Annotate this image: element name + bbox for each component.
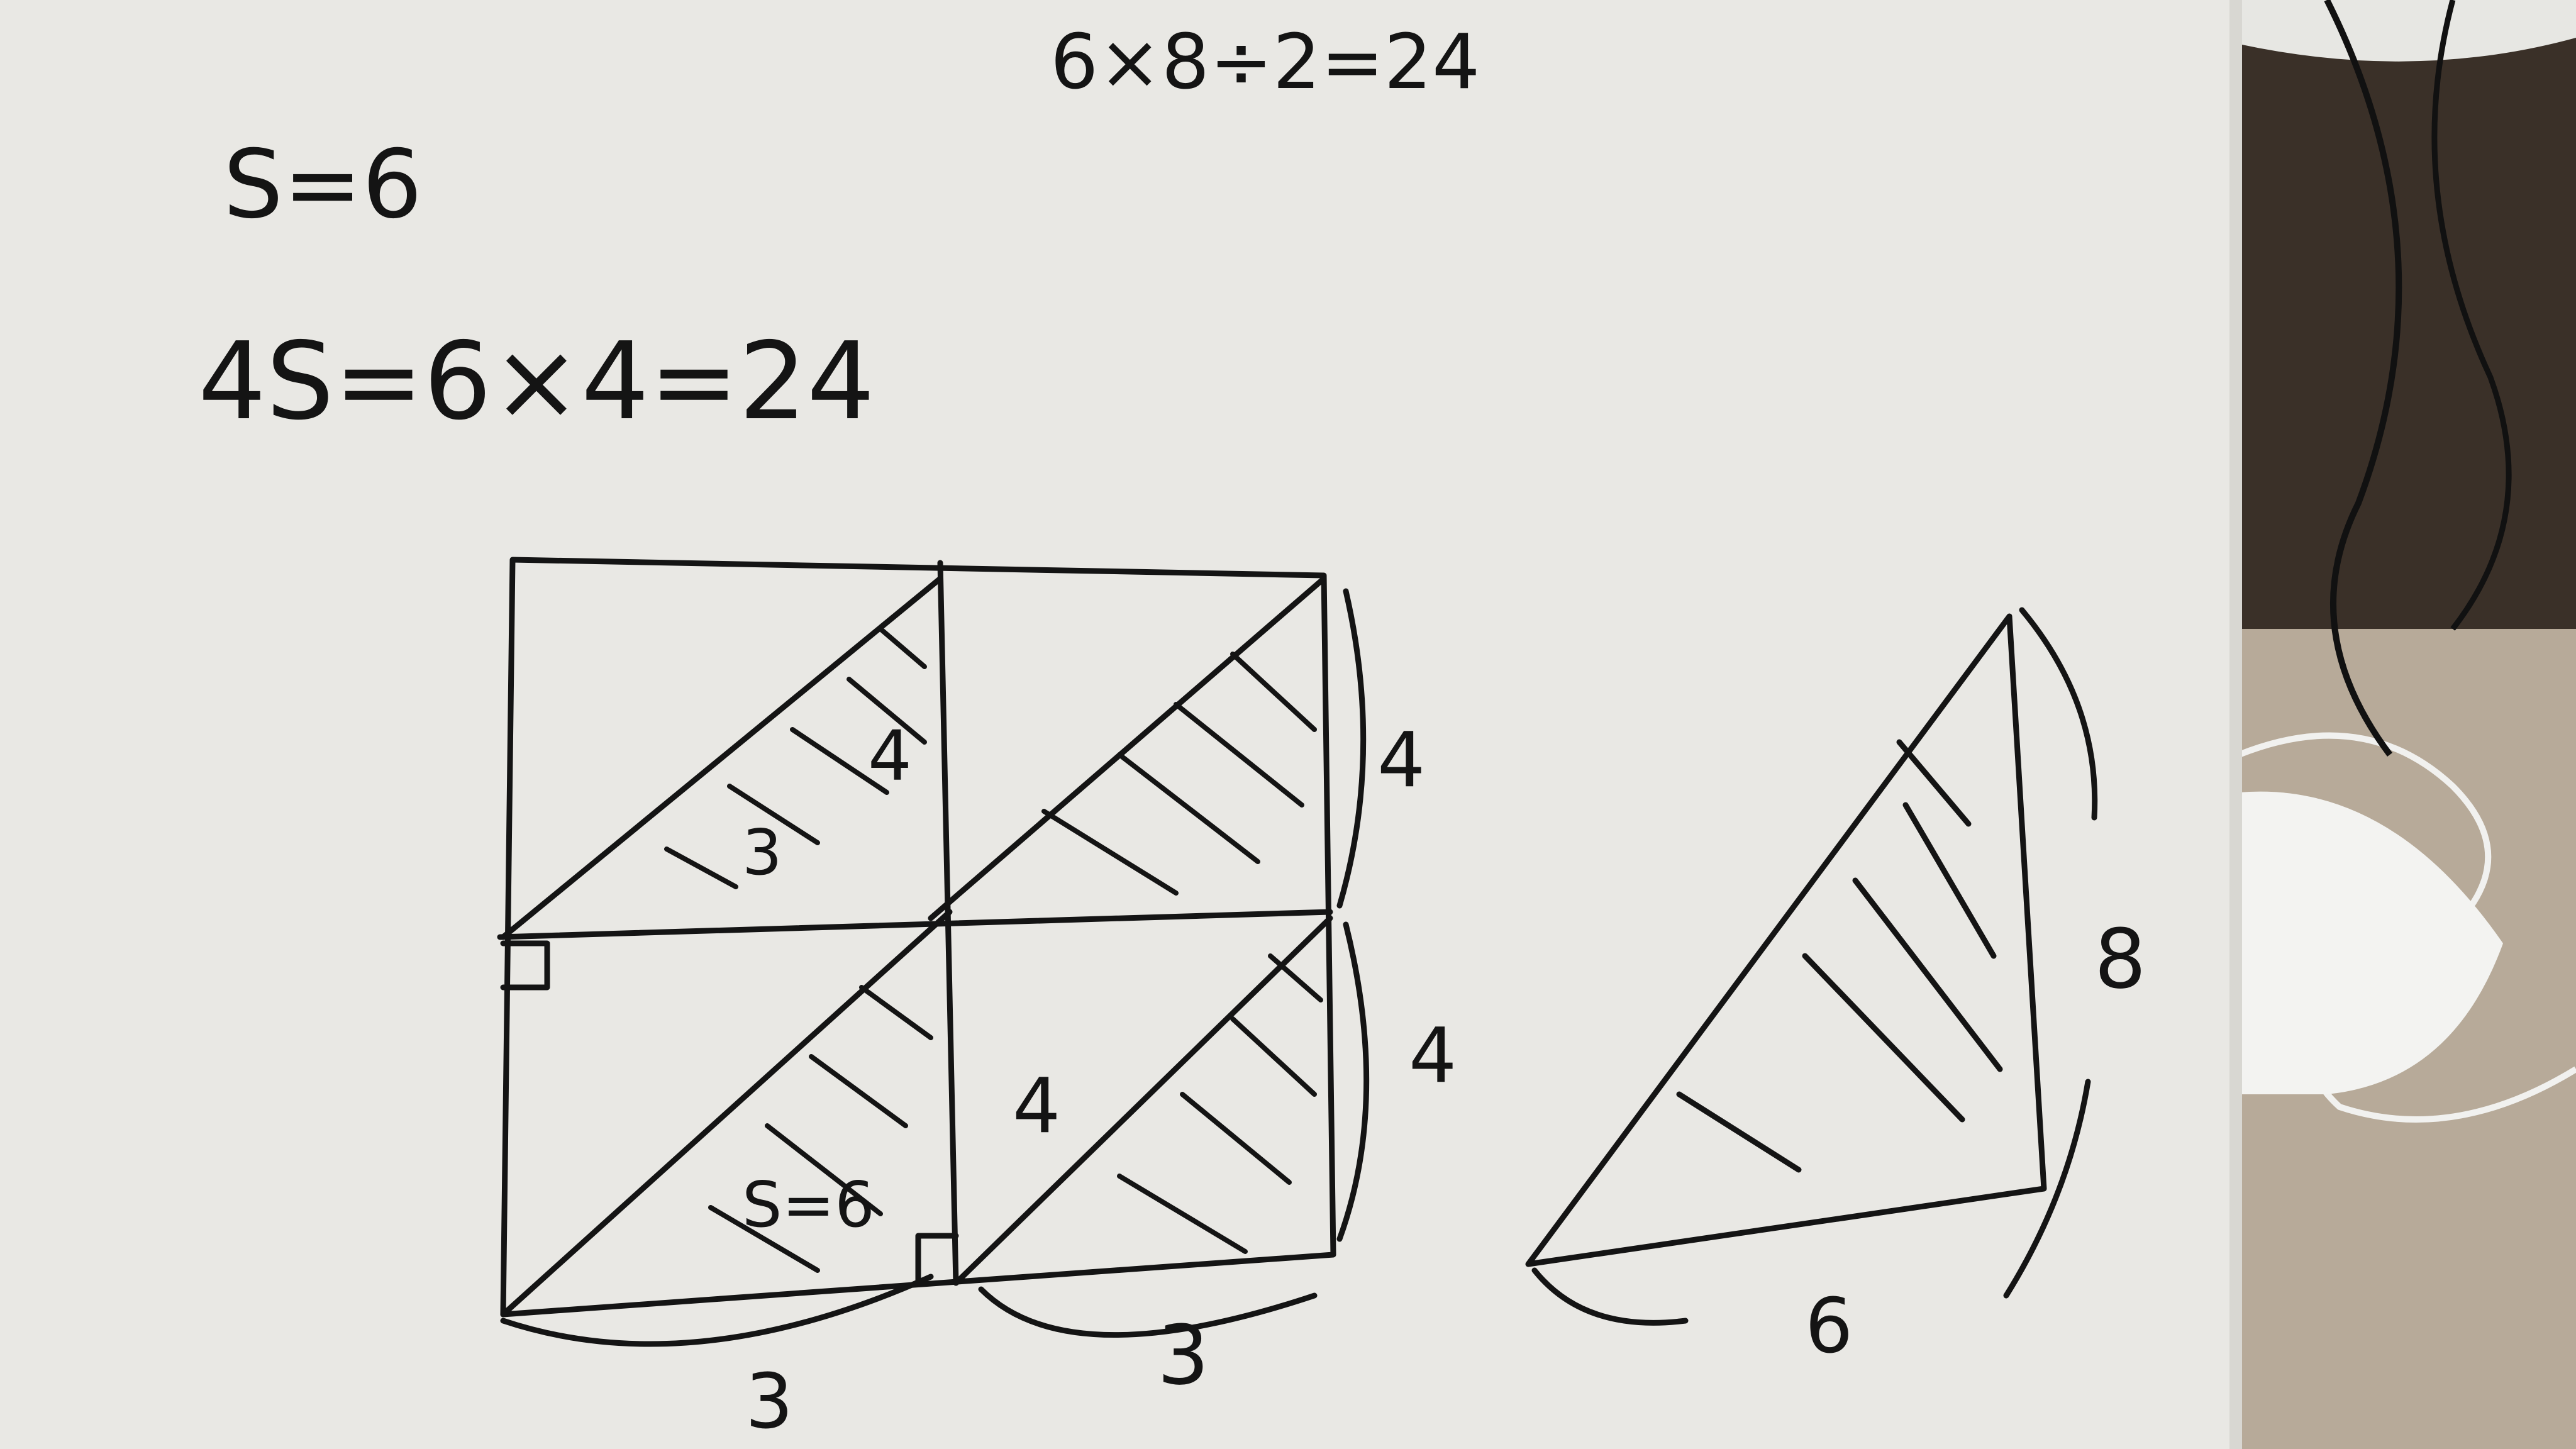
label-center-side: 4: [1013, 1063, 1061, 1150]
label-right-lower: 4: [1409, 1013, 1457, 1100]
label-bottom-left-base: 3: [745, 1358, 794, 1446]
label-right-upper: 4: [1377, 717, 1426, 804]
label-triangle-side: 8: [2094, 911, 2146, 1007]
label-upper-left-triangle: 4: [868, 716, 912, 796]
equation-4s: 4S=6×4=24: [198, 319, 875, 444]
top-equation: 6×8÷2=24: [1050, 19, 1480, 106]
equation-s-equals: S=6: [223, 130, 423, 240]
whiteboard-edge-shadow: [2229, 0, 2242, 1449]
label-bottom-right-base: 3: [1157, 1307, 1209, 1403]
label-upper-left-side: 3: [742, 816, 782, 889]
label-triangle-base: 6: [1805, 1283, 1853, 1370]
label-bottom-left-area: S=6: [742, 1168, 875, 1241]
